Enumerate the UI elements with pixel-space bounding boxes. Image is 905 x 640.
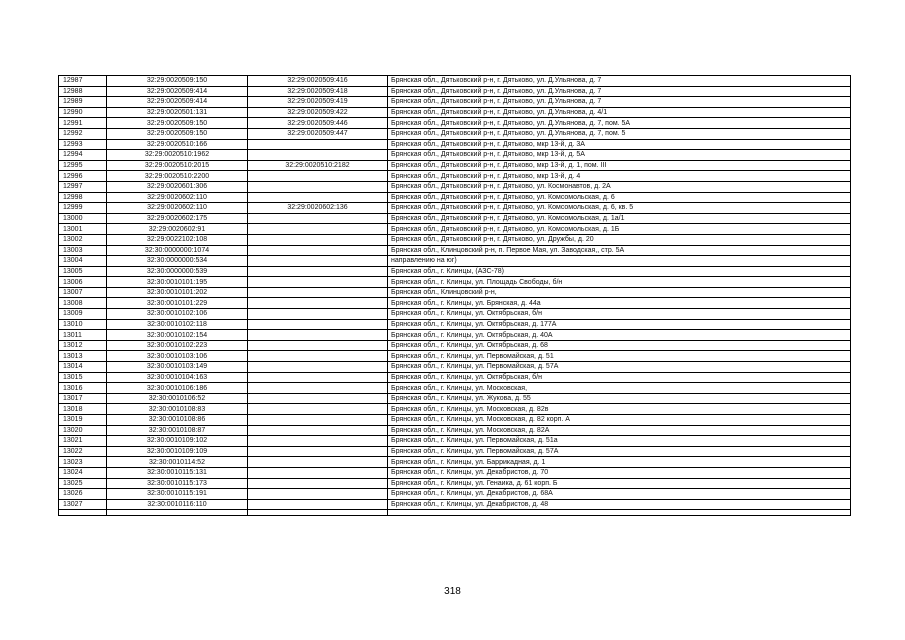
record-number-cell: 12991 <box>59 118 107 129</box>
parcel-number-cell: 32:30:0010114:52 <box>107 457 248 468</box>
address-cell: Брянская обл., Дятьковский р-н, г. Дятьково, ул. Комсомольская, д. 1а/1 <box>388 213 851 224</box>
parcel-number-cell: 32:30:0010101:195 <box>107 277 248 288</box>
record-number-cell: 13025 <box>59 478 107 489</box>
object-number-cell <box>248 478 388 489</box>
record-number-cell: 13017 <box>59 393 107 404</box>
record-number-cell: 13002 <box>59 234 107 245</box>
parcel-number-cell: 32:29:0020510:2015 <box>107 160 248 171</box>
object-number-cell: 32:29:0020509:418 <box>248 86 388 97</box>
address-cell: Брянская обл., г. Клинцы, ул. Жукова, д. 55 <box>388 393 851 404</box>
address-cell: Брянская обл., г. Клинцы, ул. Московская, д. 82А <box>388 425 851 436</box>
parcel-number-cell: 32:30:0010108:83 <box>107 404 248 415</box>
table-row <box>59 224 851 235</box>
record-number-cell: 13003 <box>59 245 107 256</box>
object-number-cell <box>248 489 388 500</box>
parcel-number-cell: 32:29:0020501:131 <box>107 107 248 118</box>
table-row <box>59 383 851 394</box>
table-row <box>59 489 851 500</box>
record-number-cell: 12989 <box>59 97 107 108</box>
address-cell: Брянская обл., Дятьковский р-н, г. Дятьково, ул. Комсомольская, д. 6, кв. 5 <box>388 203 851 214</box>
object-number-cell <box>248 340 388 351</box>
address-cell: Брянская обл., Дятьковский р-н, г. Дятьково, ул. Д.Ульянова, д. 7 <box>388 86 851 97</box>
record-number-cell: 13018 <box>59 404 107 415</box>
address-cell: Брянская обл., г. Клинцы, ул. Декабристов, д. 70 <box>388 467 851 478</box>
object-number-cell <box>248 436 388 447</box>
address-cell: Брянская обл., г. Клинцы, ул. Первомайская, д. 51 <box>388 351 851 362</box>
address-cell: Брянская обл., г. Клинцы, ул. Декабристов, д. 68А <box>388 489 851 500</box>
record-number-cell: 13000 <box>59 213 107 224</box>
table-row <box>59 234 851 245</box>
parcel-number-cell: 32:29:0020510:1962 <box>107 150 248 161</box>
table-row <box>59 150 851 161</box>
table-row-empty <box>59 510 851 516</box>
object-number-cell <box>248 139 388 150</box>
table-row <box>59 171 851 182</box>
table-row <box>59 76 851 87</box>
parcel-number-cell: 32:30:0010101:202 <box>107 287 248 298</box>
object-number-cell <box>248 446 388 457</box>
address-cell: Брянская обл., г. Клинцы, ул. Первомайская, д. 57А <box>388 362 851 373</box>
object-number-cell <box>248 171 388 182</box>
record-number-cell: 13026 <box>59 489 107 500</box>
table-row <box>59 97 851 108</box>
record-number-cell: 13006 <box>59 277 107 288</box>
record-number-cell: 13027 <box>59 499 107 510</box>
address-cell: Брянская обл., г. Клинцы, ул. Октябрьская, д. 40А <box>388 330 851 341</box>
page-number: 318 <box>444 586 461 597</box>
parcel-number-cell: 32:29:0022102:108 <box>107 234 248 245</box>
parcel-number-cell: 32:29:0020509:150 <box>107 76 248 87</box>
table-row <box>59 309 851 320</box>
record-number-cell: 13004 <box>59 256 107 267</box>
object-number-cell <box>248 330 388 341</box>
object-number-cell <box>248 224 388 235</box>
address-cell: Брянская обл., г. Клинцы, ул. Декабристов, д. 48 <box>388 499 851 510</box>
parcel-number-cell: 32:29:0020602:175 <box>107 213 248 224</box>
table-row <box>59 107 851 118</box>
table-row <box>59 362 851 373</box>
object-number-cell <box>248 425 388 436</box>
records-table-body <box>59 76 851 516</box>
parcel-number-cell: 32:30:0010103:106 <box>107 351 248 362</box>
address-cell: Брянская обл., Дятьковский р-н, г. Дятьково, ул. Д.Ульянова, д. 4/1 <box>388 107 851 118</box>
object-number-cell: 32:29:0020509:416 <box>248 76 388 87</box>
empty-cell <box>388 510 851 516</box>
table-row <box>59 160 851 171</box>
parcel-number-cell: 32:30:0010115:131 <box>107 467 248 478</box>
parcel-number-cell: 32:30:0010103:149 <box>107 362 248 373</box>
table-row <box>59 330 851 341</box>
parcel-number-cell: 32:30:0010115:173 <box>107 478 248 489</box>
object-number-cell <box>248 457 388 468</box>
table-row <box>59 181 851 192</box>
address-cell: Брянская обл., Дятьковский р-н, г. Дятьково, ул. Космонавтов, д. 2А <box>388 181 851 192</box>
record-number-cell: 12993 <box>59 139 107 150</box>
empty-cell <box>59 510 107 516</box>
parcel-number-cell: 32:29:0020602:91 <box>107 224 248 235</box>
record-number-cell: 12999 <box>59 203 107 214</box>
record-number-cell: 13014 <box>59 362 107 373</box>
address-cell: Брянская обл., г. Клинцы, (АЗС-78) <box>388 266 851 277</box>
address-cell: Брянская обл., г. Клинцы, ул. Площадь Свободы, б/н <box>388 277 851 288</box>
parcel-number-cell: 32:30:0010115:191 <box>107 489 248 500</box>
object-number-cell <box>248 192 388 203</box>
record-number-cell: 13012 <box>59 340 107 351</box>
address-cell: Брянская обл., г. Клинцы, ул. Первомайская, д. 57А <box>388 446 851 457</box>
empty-cell <box>248 510 388 516</box>
parcel-number-cell: 32:30:0000000:534 <box>107 256 248 267</box>
record-number-cell: 13015 <box>59 372 107 383</box>
table-row <box>59 128 851 139</box>
parcel-number-cell: 32:29:0020602:110 <box>107 203 248 214</box>
parcel-number-cell: 32:29:0020509:150 <box>107 118 248 129</box>
table-row <box>59 467 851 478</box>
table-row <box>59 393 851 404</box>
parcel-number-cell: 32:30:0010106:52 <box>107 393 248 404</box>
address-cell: Брянская обл., г. Клинцы, ул. Московская, д. 82 корп. А <box>388 415 851 426</box>
object-number-cell <box>248 234 388 245</box>
table-row <box>59 203 851 214</box>
record-number-cell: 12987 <box>59 76 107 87</box>
object-number-cell <box>248 362 388 373</box>
address-cell: Брянская обл., Дятьковский р-н, г. Дятьково, мкр 13-й, д. 4 <box>388 171 851 182</box>
object-number-cell <box>248 319 388 330</box>
table-row <box>59 404 851 415</box>
record-number-cell: 13013 <box>59 351 107 362</box>
parcel-number-cell: 32:30:0010102:106 <box>107 309 248 320</box>
record-number-cell: 12990 <box>59 107 107 118</box>
table-row <box>59 457 851 468</box>
table-row <box>59 415 851 426</box>
address-cell: Брянская обл., Дятьковский р-н, г. Дятьково, ул. Д.Ульянова, д. 7, пом. 5А <box>388 118 851 129</box>
object-number-cell <box>248 181 388 192</box>
parcel-number-cell: 32:29:0020602:110 <box>107 192 248 203</box>
parcel-number-cell: 32:30:0000000:539 <box>107 266 248 277</box>
table-row <box>59 372 851 383</box>
parcel-number-cell: 32:29:0020510:166 <box>107 139 248 150</box>
table-row <box>59 245 851 256</box>
parcel-number-cell: 32:30:0010101:229 <box>107 298 248 309</box>
table-row <box>59 425 851 436</box>
object-number-cell: 32:29:0020509:446 <box>248 118 388 129</box>
table-row <box>59 139 851 150</box>
parcel-number-cell: 32:30:0010108:87 <box>107 425 248 436</box>
object-number-cell <box>248 298 388 309</box>
record-number-cell: 13024 <box>59 467 107 478</box>
table-row <box>59 436 851 447</box>
address-cell: Брянская обл., Клинцовский р-н, <box>388 287 851 298</box>
records-table <box>58 75 851 516</box>
record-number-cell: 12995 <box>59 160 107 171</box>
object-number-cell <box>248 351 388 362</box>
record-number-cell: 13010 <box>59 319 107 330</box>
parcel-number-cell: 32:30:0010109:109 <box>107 446 248 457</box>
table-row <box>59 287 851 298</box>
record-number-cell: 13011 <box>59 330 107 341</box>
record-number-cell: 13021 <box>59 436 107 447</box>
record-number-cell: 13008 <box>59 298 107 309</box>
parcel-number-cell: 32:30:0010116:110 <box>107 499 248 510</box>
address-cell: Брянская обл., Дятьковский р-н, г. Дятьково, ул. Д.Ульянова, д. 7 <box>388 76 851 87</box>
object-number-cell: 32:29:0020602:136 <box>248 203 388 214</box>
object-number-cell: 32:29:0020509:419 <box>248 97 388 108</box>
address-cell: направлению на юг) <box>388 256 851 267</box>
address-cell: Брянская обл., г. Клинцы, ул. Генаика, д. 61 корп. Б <box>388 478 851 489</box>
record-number-cell: 12992 <box>59 128 107 139</box>
table-row <box>59 213 851 224</box>
record-number-cell: 13007 <box>59 287 107 298</box>
parcel-number-cell: 32:30:0010102:154 <box>107 330 248 341</box>
object-number-cell <box>248 277 388 288</box>
object-number-cell <box>248 372 388 383</box>
table-row <box>59 478 851 489</box>
object-number-cell <box>248 150 388 161</box>
object-number-cell <box>248 499 388 510</box>
address-cell: Брянская обл., Дятьковский р-н, г. Дятьково, ул. Д.Ульянова, д. 7, пом. 5 <box>388 128 851 139</box>
record-number-cell: 13020 <box>59 425 107 436</box>
object-number-cell <box>248 287 388 298</box>
object-number-cell <box>248 404 388 415</box>
address-cell: Брянская обл., г. Клинцы, ул. Октябрьская, б/н <box>388 372 851 383</box>
table-row <box>59 256 851 267</box>
address-cell: Брянская обл., г. Клинцы, ул. Московская, д. 82в <box>388 404 851 415</box>
address-cell: Брянская обл., г. Клинцы, ул. Московская, <box>388 383 851 394</box>
table-row <box>59 266 851 277</box>
address-cell: Брянская обл., г. Клинцы, ул. Первомайская, д. 51а <box>388 436 851 447</box>
table-row <box>59 277 851 288</box>
table-row <box>59 351 851 362</box>
address-cell: Брянская обл., г. Клинцы, ул. Октябрьская, б/н <box>388 309 851 320</box>
address-cell: Брянская обл., г. Клинцы, ул. Октябрьская, д. 177А <box>388 319 851 330</box>
address-cell: Брянская обл., Дятьковский р-н, г. Дятьково, ул. Комсомольская, д. 1Б <box>388 224 851 235</box>
address-cell: Брянская обл., Дятьковский р-н, г. Дятьково, ул. Д.Ульянова, д. 7 <box>388 97 851 108</box>
table-row <box>59 118 851 129</box>
parcel-number-cell: 32:29:0020509:150 <box>107 128 248 139</box>
table-row <box>59 192 851 203</box>
address-cell: Брянская обл., г. Клинцы, ул. Брянская, д. 44а <box>388 298 851 309</box>
parcel-number-cell: 32:29:0020509:414 <box>107 97 248 108</box>
address-cell: Брянская обл., Дятьковский р-н, г. Дятьково, мкр 13-й, д. 5А <box>388 150 851 161</box>
object-number-cell <box>248 383 388 394</box>
parcel-number-cell: 32:30:0010109:102 <box>107 436 248 447</box>
record-number-cell: 13005 <box>59 266 107 277</box>
parcel-number-cell: 32:30:0010108:86 <box>107 415 248 426</box>
table-row <box>59 319 851 330</box>
object-number-cell <box>248 266 388 277</box>
record-number-cell: 13023 <box>59 457 107 468</box>
object-number-cell <box>248 309 388 320</box>
object-number-cell <box>248 467 388 478</box>
record-number-cell: 12994 <box>59 150 107 161</box>
parcel-number-cell: 32:30:0010102:118 <box>107 319 248 330</box>
table-row <box>59 86 851 97</box>
parcel-number-cell: 32:29:0020509:414 <box>107 86 248 97</box>
address-cell: Брянская обл., г. Клинцы, ул. Баррикадная, д. 1 <box>388 457 851 468</box>
object-number-cell <box>248 393 388 404</box>
object-number-cell <box>248 213 388 224</box>
address-cell: Брянская обл., Дятьковский р-н, г. Дятьково, ул. Комсомольская, д. 6 <box>388 192 851 203</box>
object-number-cell <box>248 245 388 256</box>
parcel-number-cell: 32:30:0010104:163 <box>107 372 248 383</box>
address-cell: Брянская обл., Дятьковский р-н, г. Дятьково, ул. Дружбы, д. 20 <box>388 234 851 245</box>
record-number-cell: 12998 <box>59 192 107 203</box>
object-number-cell <box>248 415 388 426</box>
record-number-cell: 13022 <box>59 446 107 457</box>
record-number-cell: 13001 <box>59 224 107 235</box>
parcel-number-cell: 32:30:0000000:1074 <box>107 245 248 256</box>
record-number-cell: 13009 <box>59 309 107 320</box>
parcel-number-cell: 32:30:0010106:186 <box>107 383 248 394</box>
parcel-number-cell: 32:30:0010102:223 <box>107 340 248 351</box>
address-cell: Брянская обл., Дятьковский р-н, г. Дятьково, мкр 13-й, д. 3А <box>388 139 851 150</box>
record-number-cell: 12997 <box>59 181 107 192</box>
table-row <box>59 499 851 510</box>
record-number-cell: 13016 <box>59 383 107 394</box>
object-number-cell <box>248 256 388 267</box>
record-number-cell: 12996 <box>59 171 107 182</box>
address-cell: Брянская обл., Клинцовский р-н, п. Первое Мая, ул. Заводская,, стр. 5А <box>388 245 851 256</box>
table-row <box>59 298 851 309</box>
record-number-cell: 12988 <box>59 86 107 97</box>
record-number-cell: 13019 <box>59 415 107 426</box>
object-number-cell: 32:29:0020509:447 <box>248 128 388 139</box>
table-row <box>59 446 851 457</box>
object-number-cell: 32:29:0020510:2182 <box>248 160 388 171</box>
table-row <box>59 340 851 351</box>
empty-cell <box>107 510 248 516</box>
parcel-number-cell: 32:29:0020510:2200 <box>107 171 248 182</box>
object-number-cell: 32:29:0020509:422 <box>248 107 388 118</box>
address-cell: Брянская обл., Дятьковский р-н, г. Дятьково, мкр 13-й, д. 1, пом. III <box>388 160 851 171</box>
address-cell: Брянская обл., г. Клинцы, ул. Октябрьская, д. 68 <box>388 340 851 351</box>
parcel-number-cell: 32:29:0020601:306 <box>107 181 248 192</box>
